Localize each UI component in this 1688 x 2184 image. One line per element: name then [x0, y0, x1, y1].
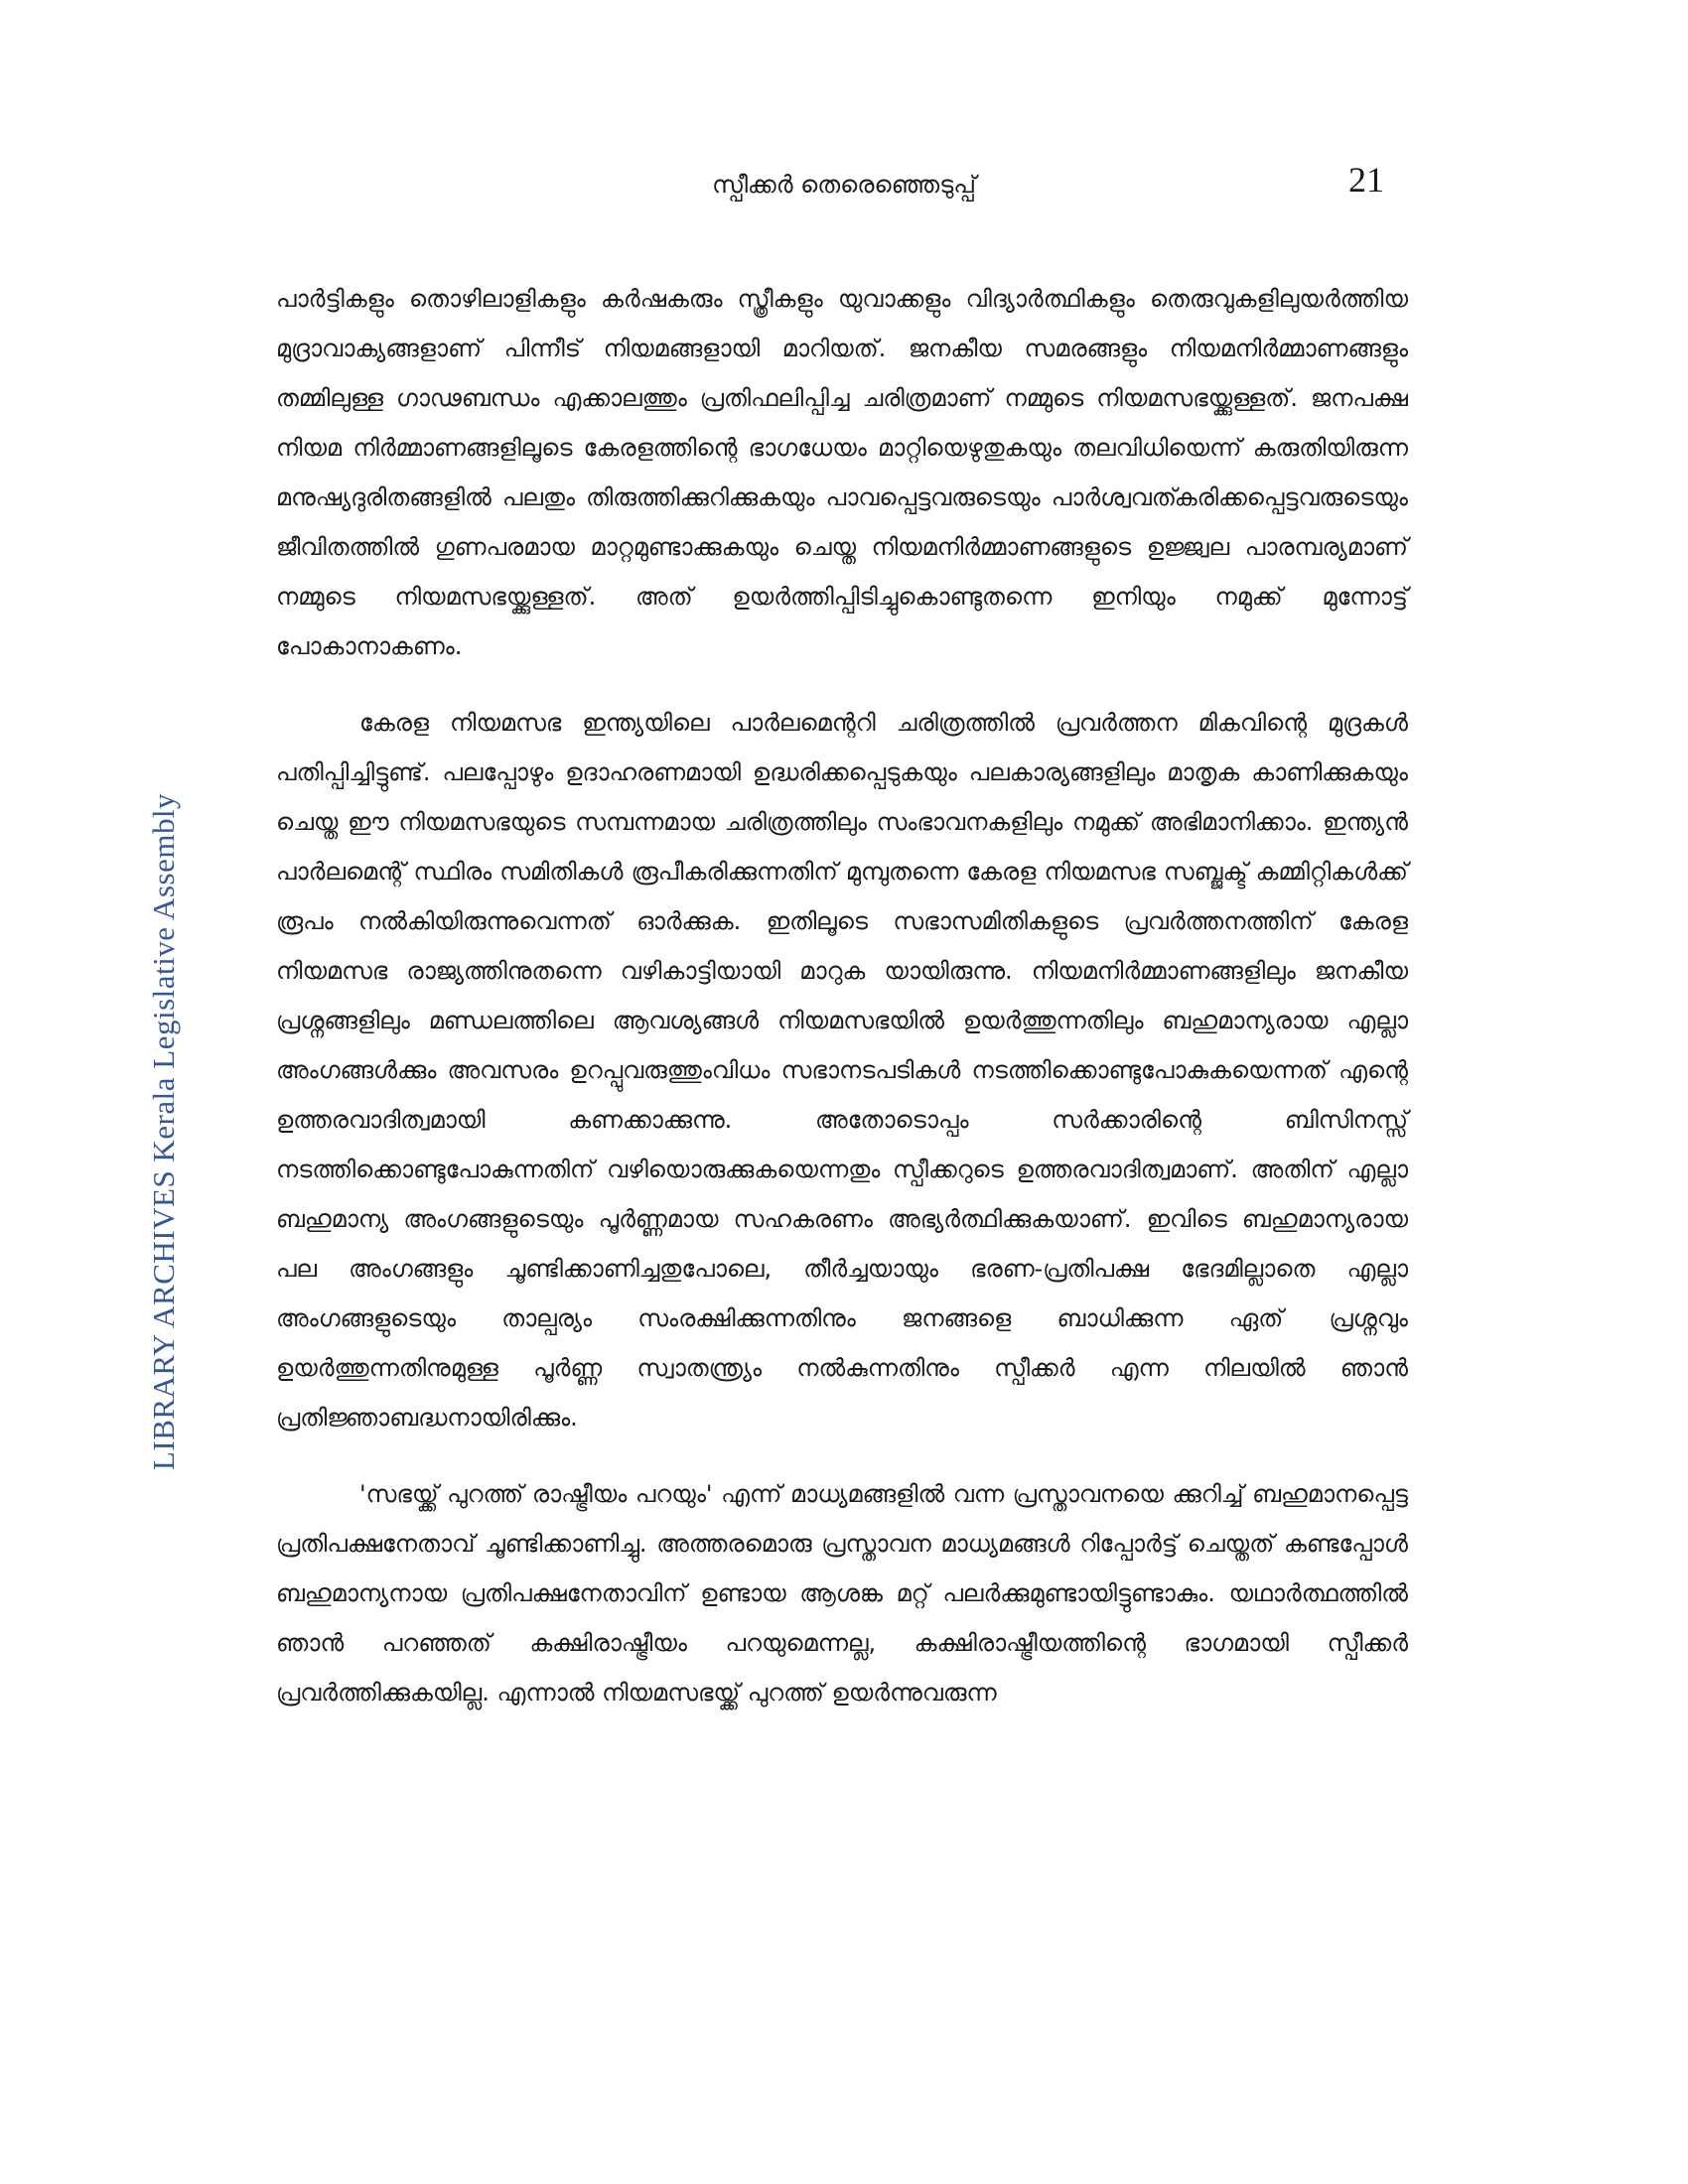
paragraph-1: പാർട്ടികളും തൊഴിലാളികളും കർഷകരും സ്ത്രീകളും യുവാക്കളും വിദ്യാർത്ഥികളും തെരുവുകളിലുയർത്തിയ മുദ്രാവാക്യങ്ങളാണ് പിന്നീട് നിയമങ്ങളായി മാറിയത്. ജനകീയ സമരങ്ങളും നിയമനിർമ്മാണങ്ങളും തമ്മിലുള്ള ഗാഢബന്ധം എക്കാലത്തും പ്രതിഫലിപ്പിച്ച ചരിത്രമാണ് നമ്മുടെ നിയമസഭയ്ക്കുള്ളത്. ജനപക്ഷ നിയമ നിർമ്മാണങ്ങളിലൂടെ കേരളത്തിന്റെ ഭാഗധേയം മാറ്റിയെഴുതുകയും തലവിധിയെന്ന് കരുതിയിരുന്ന മനുഷ്യദുരിതങ്ങളിൽ പലതും തിരുത്തിക്കുറിക്കുകയും പാവപ്പെട്ടവരുടെയും പാർശ്വവത്കരിക്കപ്പെട്ടവരുടെയും ജീവിതത്തിൽ ഗുണപരമായ മാറ്റമുണ്ടാക്കുകയും ചെയ്ത നിയമനിർമ്മാണങ്ങളുടെ ഉജ്ജ്വല പാരമ്പര്യമാണ് നമ്മുടെ നിയമസഭയ്ക്കുള്ളത്. അത് ഉയർത്തിപ്പിടിച്ചുകൊണ്ടുതന്നെ ഇനിയും നമുക്ക് മുന്നോട്ട് പോകാനാകണം.	[276, 285, 1408, 660]
page-number: 21	[1348, 160, 1384, 200]
archive-stamp: LIBRARY ARCHIVES Kerala Legislative Assembly	[146, 792, 181, 1471]
paragraph-3: 'സഭയ്ക്ക് പുറത്ത് രാഷ്ട്രീയം പറയും' എന്ന് മാധ്യമങ്ങളിൽ വന്ന പ്രസ്താവനയെ ക്കുറിച്ച് ബഹുമാനപ്പെട്ട പ്രതിപക്ഷനേതാവ് ചൂണ്ടിക്കാണിച്ചു. അത്തരമൊരു പ്രസ്താവന മാധ്യമങ്ങൾ റിപ്പോർട്ട് ചെയ്തത് കണ്ടപ്പോൾ ബഹുമാന്യനായ പ്രതിപക്ഷനേതാവിന് ഉണ്ടായ ആശങ്ക മറ്റ് പലർക്കുമുണ്ടായിട്ടുണ്ടാകും. യഥാർത്ഥത്തിൽ ഞാൻ പറഞ്ഞത് കക്ഷിരാഷ്ട്രീയം പറയുമെന്നല്ല, കക്ഷിരാഷ്ട്രീയത്തിന്റെ ഭാഗമായി സ്പീക്കർ പ്രവർത്തിക്കുകയില്ല. എന്നാൽ നിയമസഭയ്ക്ക് പുറത്ത് ഉയർന്നുവരുന്ന	[276, 1480, 1408, 1706]
paragraph-2: കേരള നിയമസഭ ഇന്ത്യയിലെ പാർലമെന്ററി ചരിത്രത്തിൽ പ്രവർത്തന മികവിന്റെ മുദ്രകൾ പതിപ്പിച്ചിട്ടുണ്ട്. പലപ്പോഴും ഉദാഹരണമായി ഉദ്ധരിക്കപ്പെടുകയും പലകാര്യങ്ങളിലും മാതൃക കാണിക്കുകയും ചെയ്ത ഈ നിയമസഭയുടെ സമ്പന്നമായ ചരിത്രത്തിലും സംഭാവനകളിലും നമുക്ക് അഭിമാനിക്കാം. ഇന്ത്യൻ പാർലമെന്റ് സ്ഥിരം സമിതികൾ രൂപീകരിക്കുന്നതിന് മുമ്പുതന്നെ കേരള നിയമസഭ സബ്ജക്ട് കമ്മിറ്റികൾക്ക് രൂപം നൽകിയിരുന്നുവെന്നത് ഓർക്കുക. ഇതിലൂടെ സഭാസമിതികളുടെ പ്രവർത്തനത്തിന് കേരള നിയമസഭ രാജ്യത്തിനുതന്നെ വഴികാട്ടിയായി മാറുക യായിരുന്നു. നിയമനിർമ്മാണങ്ങളിലും ജനകീയ പ്രശ്നങ്ങളിലും മണ്ഡലത്തിലെ ആവശ്യങ്ങൾ നിയമസഭയിൽ ഉയർത്തുന്നതിലും ബഹുമാന്യരായ എല്ലാ അംഗങ്ങൾക്കും അവസരം ഉറപ്പുവരുത്തുംവിധം സഭാനടപടികൾ നടത്തിക്കൊണ്ടുപോകുകയെന്നത് എന്റെ ഉത്തരവാദിത്വമായി കണക്കാക്കുന്നു. അതോടൊപ്പം സർക്കാരിന്റെ ബിസിനസ്സ് നടത്തിക്കൊണ്ടുപോകുന്നതിന് വഴിയൊരുക്കുകയെന്നതും സ്പീക്കറുടെ ഉത്തരവാദിത്വമാണ്. അതിന് എല്ലാ ബഹുമാന്യ അംഗങ്ങളുടെയും പൂർണ്ണമായ സഹകരണം അഭ്യർത്ഥിക്കുകയാണ്. ഇവിടെ ബഹുമാന്യരായ പല അംഗങ്ങളും ചൂണ്ടിക്കാണിച്ചതുപോലെ, തീർച്ചയായും ഭരണ-പ്രതിപക്ഷ ഭേദമില്ലാതെ എല്ലാ അംഗങ്ങളുടെയും താല്പര്യം സംരക്ഷിക്കുന്നതിനും ജനങ്ങളെ ബാധിക്കുന്ന ഏത് പ്രശ്നവും ഉയർത്തുന്നതിനുമുള്ള പൂർണ്ണ സ്വാതന്ത്ര്യം നൽകുന്നതിനും സ്പീക്കർ എന്ന നിലയിൽ ഞാൻ പ്രതിജ്ഞാബദ്ധനായിരിക്കും.	[276, 709, 1408, 1432]
running-head: സ്പീക്കർ തെരെഞ്ഞെടുപ്പ്	[712, 171, 976, 199]
body-text	[276, 274, 1408, 1744]
